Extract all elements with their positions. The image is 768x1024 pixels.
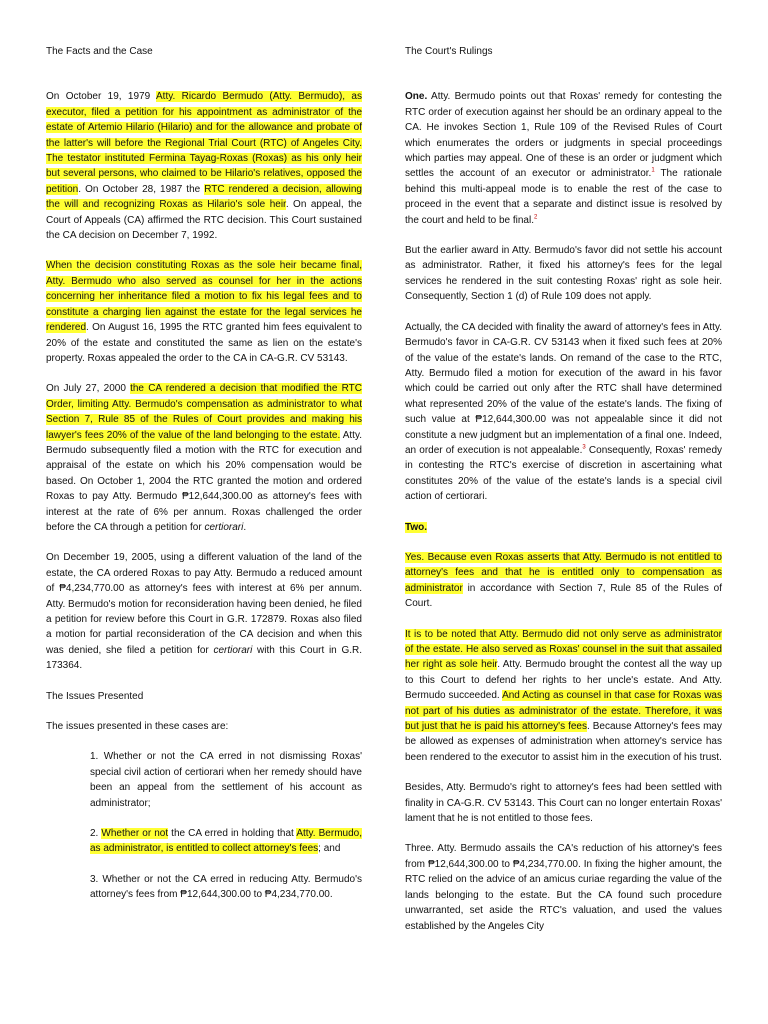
ruling-paragraph-6: Besides, Atty. Bermudo's right to attorney's fees had been settled with finality in CA-G.R. CV 53143. This Court can no longer entertain Roxas' lament that he is not entitled to those fees. [405,782,722,825]
issues-intro: The issues presented in these cases are: [46,721,229,733]
issue-3: 3. Whether or not the CA erred in reducing Atty. Bermudo's attorney's fees from ₱12,644,300.00 to ₱4,234,770.00. [90,873,362,901]
facts-paragraph-2: When the decision constituting Roxas as the sole heir became final, Atty. Bermudo who also served as counsel for her in the actions concerning her inheritance filed a motion to fix his legal fees and to constitute a charging lien against the estate for the legal services he rendered. On August 16, 1995 the RTC granted him fees equivalent to 20% of the estate and constituted the same as lien on the estate's property. Roxas appealed the order to the CA in CA-G.R. CV 53143. [46,260,362,364]
ruling-paragraph-1: One. Atty. Bermudo points out that Roxas' remedy for contesting the RTC order of execution against her should be an ordinary appeal to the CA. He invokes Section 1, Rule 109 of the Revised Rules of Court which enumerates the orders or judgments in special proceedings which parties may appeal. One of these is an order or judgment which settles the account of an executor or administrator.$^1$ The rationale behind this multi-appeal mode is to enable the rest of the case to proceed in the event that a separate and distinct issue is resolved by the court and held to be final.$^2$ [405,91,722,226]
highlight: It is to be noted that Atty. Bermudo did not only serve as administrator of the estate. He also served as Roxas' counsel in the suit that assailed her right as sole heir [405,628,722,671]
ruling-paragraph-3: Actually, the CA decided with finality the award of attorney's fees in Atty. Bermudo's favor in CA-G.R. CV 53143 when it fixed such fees at 20% of the value of the estate's lands. On remand of the case to the RTC, Atty. Bermudo filed a motion for execution of the award in his favor which could be carried out only after the RTC shall have determined what represented 20% of the value of the estate's lands. The fixing of such value at ₱12,644,300.00 was not appealable since it did not constitute a new judgment but an implementation of a final one. Indeed, an order of execution is not appealable.$^3$ Consequently, Roxas' remedy in contesting the RTC's exercise of discretion in ascertaining what constitutes 20% of the value of the estate's lands is a special civil action of certiorari. [405,321,723,503]
facts-paragraph-1: On October 19, 1979 Atty. Ricardo Bermudo (Atty. Bermudo), as executor, filed a petition for his appointment as administrator of the estate of Artemio Hilario (Hilario) and for the allowance and probate of the latter's will before the Regional Trial Court (RTC) of Angeles City. The testator instituted Fermina Tayag-Roxas (Roxas) as his only heir but several persons, who claimed to be Hilario's relatives, opposed the petition. On October 28, 1987 the RTC rendered a decision, allowing the will and recognizing Roxas as Hilario's sole heir. On appeal, the Court of Appeals (CA) affirmed the RTC decision. This Court sustained the CA decision on December 7, 1992. [46,91,362,242]
highlight: RTC rendered a decision, allowing the will and recognizing Roxas as Hilario's sole heir [46,183,362,211]
rulings-heading: The Court's Rulings [405,46,493,57]
highlight: the CA rendered a decision that modified the RTC Order, limiting Atty. Bermudo's compensation as administrator to what Section 7, Rule 85 of the Rules of Court provides and making his lawyer's fees 20% of the value of the land belonging to the estate. [46,383,362,441]
highlight: When the decision constituting Roxas as the sole heir became final, Atty. Bermudo who also served as counsel for her in the actions concerning her inheritance filed a motion to fix his legal fees and to constitute a charging lien against the estate for the legal services he rendered [46,260,362,334]
highlight: Yes. Because even Roxas asserts that Atty. Bermudo is not entitled to attorney's fees and that he is entitled only to compensation as administrator [405,551,722,594]
footnote-ref-3[interactable]: 3 [582,444,586,451]
issues-heading: The Issues Presented [46,690,144,702]
highlight: Two. [405,521,428,533]
facts-paragraph-3: On July 27, 2000 the CA rendered a decision that modified the RTC Order, limiting Atty. Bermudo's compensation as administrator to what Section 7, Rule 85 of the Rules of Court provides and making his lawyer's fees 20% of the value of the land belonging to the estate. Atty. Bermudo subsequently filed a motion with the RTC for execution and appraisal of the estate on which his 20% compensation would be based. On October 1, 2004 the RTC granted the motion and ordered Roxas to pay Atty. Bermudo ₱12,644,300.00 as attorney's fees with interest at the rate of 6% per annum. Roxas challenged the order before the CA through a petition for certiorari. [46,383,362,533]
ruling-paragraph-5: It is to be noted that Atty. Bermudo did not only serve as administrator of the estate. He also served as Roxas' counsel in the suit that assailed her right as sole heir. Atty. Bermudo brought the contest all the way up to this Court to defend her rights to her uncle's estate. And Atty. Bermudo succeeded. And Acting as counsel in that case for Roxas was not part of his duties as administrator of the estate. Therefore, it was but just that he is paid his attorney's fees. Because Attorney's fees may be allowed as expenses of administration when attorney's service has been rendered to the executor to assist him in the execution of his trust. [405,628,722,763]
left-column [46,44,362,903]
ruling-paragraph-2: But the earlier award in Atty. Bermudo's favor did not settle his account as administrator. Rather, it fixed his attorney's fees for the legal services he rendered in the suit contesting Roxas' right as sole heir. Consequently, Section 1 (d) of Rule 109 does not apply. [405,245,722,303]
footnote-ref-1[interactable]: 1 [651,168,655,175]
highlight: Atty. Bermudo, as administrator, is entitled to collect attorney's fees [90,828,362,855]
facts-heading: The Facts and the Case [46,46,153,57]
highlight: Whether or not [101,828,169,840]
issue-1: 1. Whether or not the CA erred in not dismissing Roxas' special civil action of certiorari when her remedy should have been an appeal from the settlement of his account as administrator; [90,751,362,809]
ruling-paragraph-7: Three. Atty. Bermudo assails the CA's reduction of his attorney's fees from ₱12,644,300.00 to ₱4,234,770.00. In fixing the higher amount, the RTC relied on the advice of an amicus curiae regarding the value of the lands belonging to the estate. But the CA found such procedure unwarranted, set aside the RTC's valuation, and used the values established by the Angeles City [405,843,722,932]
ruling-paragraph-4: Yes. Because even Roxas asserts that Atty. Bermudo is not entitled to attorney's fees and that he is entitled only to compensation as administrator in accordance with Section 7, Rule 85 of the Rules of Court. [405,551,722,610]
ruling-two-label [405,520,722,535]
issue-2: 2. Whether or not the CA erred in holding that Atty. Bermudo, as administrator, is entitled to collect attorney's fees; and [90,828,362,855]
right-column [405,44,722,934]
facts-paragraph-4: On December 19, 2005, using a different valuation of the land of the estate, the CA ordered Roxas to pay Atty. Bermudo a reduced amount of ₱4,234,770.00 as attorney's fees with interest at 6% per annum. Atty. Bermudo's motion for reconsideration having been denied, he filed a petition for review before this Court in G.R. 172879. Roxas also filed a motion for partial reconsideration of the CA decision and when this was denied, she filed a petition for certiorari with this Court in G.R. 173364. [46,552,363,672]
footnote-ref-2[interactable]: 2 [533,214,538,221]
highlight: And Acting as counsel in that case for Roxas was not part of his duties as administrator of the estate. Therefore, it was but just that he is paid his attorney's fees [405,690,722,733]
highlight: Atty. Ricardo Bermudo (Atty. Bermudo), as executor, filed a petition for his appointment as administrator of the estate of Artemio Hilario (Hilario) and for the allowance and probate of the latter's will before the Regional Trial Court (RTC) of Angeles City. The testator instituted Fermina Tayag-Roxas (Roxas) as his only heir but several persons, who claimed to be Hilario's relatives, opposed the petition [46,91,362,195]
